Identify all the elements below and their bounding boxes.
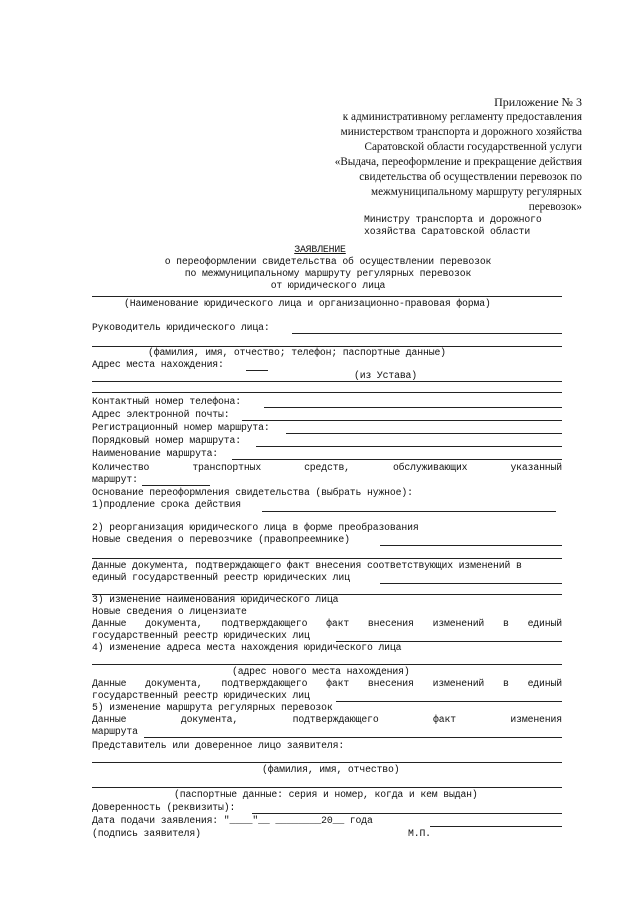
doc-word: факт xyxy=(326,618,350,629)
org-name-field[interactable] xyxy=(92,296,562,297)
doc-word: изменений xyxy=(432,678,485,689)
doc-word: изменений xyxy=(432,618,485,629)
option-4-doc-label-line2: государственный реестр юридических лиц xyxy=(92,690,310,701)
vehicles-word: обслуживающих xyxy=(392,462,468,473)
option-4-caption: (адрес нового места нахождения) xyxy=(232,666,410,677)
appendix-line: межмуниципальному маршруту регулярных xyxy=(371,186,582,198)
statement-title: ЗАЯВЛЕНИЕ xyxy=(294,244,346,255)
option-1-field[interactable] xyxy=(262,511,556,512)
vehicles-word: Количество xyxy=(92,462,150,473)
representative-label: Представитель или доверенное лицо заявителя: xyxy=(92,740,345,751)
option-5-doc-field[interactable] xyxy=(144,737,562,738)
signature-caption: (подпись заявителя) xyxy=(92,828,201,839)
stamp-label: М.П. xyxy=(408,828,431,839)
basis-label: Основание переоформления свидетельства (выбрать нужное): xyxy=(92,487,413,498)
org-name-caption: (Наименование юридического лица и организационно-правовая форма) xyxy=(124,298,491,309)
statement-subtitle: от юридического лица xyxy=(270,280,386,291)
order-number-field[interactable] xyxy=(256,446,562,447)
reg-number-label: Регистрационный номер маршрута: xyxy=(92,422,270,433)
submission-date[interactable]: Дата подачи заявления: "____"__ ________20__ года xyxy=(92,815,373,826)
appendix-line: министерством транспорта и дорожного хозяйства xyxy=(340,126,582,138)
option-2-doc-label: Данные документа, подтверждающего факт внесения соответствующих изменений в xyxy=(92,560,522,571)
address-caption: (из Устава) xyxy=(354,370,418,381)
phone-label: Контактный номер телефона: xyxy=(92,396,241,407)
appendix-line: к административному регламенту предоставления xyxy=(342,111,582,123)
option-4-address-field[interactable] xyxy=(92,664,562,665)
email-label: Адрес электронной почты: xyxy=(92,409,230,420)
addressee-line: хозяйства Саратовской области xyxy=(364,226,531,237)
doc-word: Данные xyxy=(92,714,127,725)
option-2-doc-label-line2: единый государственный реестр юридических лиц xyxy=(92,572,350,583)
vehicles-label-line2: маршрут: xyxy=(92,474,138,485)
addressee-line: Министру транспорта и дорожного xyxy=(364,214,542,225)
option-2-new-label: Новые сведения о перевозчике (правопреемнике) xyxy=(92,534,350,545)
email-field[interactable] xyxy=(242,420,562,421)
representative-field[interactable] xyxy=(92,762,562,763)
doc-word: Данные xyxy=(92,618,127,629)
statement-subtitle: о переоформлении свидетельства об осуществлении перевозок xyxy=(164,256,492,267)
option-5-doc-label-line2: маршрута xyxy=(92,726,138,737)
option-3-new-label: Новые сведения о лицензиате xyxy=(92,606,247,617)
option-4-doc-label xyxy=(92,678,562,689)
representative-caption: (фамилия, имя, отчество) xyxy=(262,764,400,775)
passport-caption: (паспортные данные: серия и номер, когда и кем выдан) xyxy=(174,789,478,800)
address-label: Адрес места нахождения: xyxy=(92,359,224,370)
doc-word: внесения xyxy=(367,618,414,629)
option-5-label: 5) изменение маршрута регулярных перевозок xyxy=(92,702,333,713)
doc-word: Данные xyxy=(92,678,127,689)
proxy-field[interactable] xyxy=(252,813,562,814)
vehicles-word: средств, xyxy=(304,462,350,473)
doc-word: подтверждающего xyxy=(221,618,308,629)
option-2-new-field-line2[interactable] xyxy=(92,558,562,559)
option-3-doc-label-line2: государственный реестр юридических лиц xyxy=(92,630,310,641)
vehicles-label xyxy=(92,462,562,473)
option-1-label: 1)продление срока действия xyxy=(92,499,241,510)
reg-number-field[interactable] xyxy=(286,433,562,434)
doc-word: изменения xyxy=(510,714,562,725)
doc-word: в xyxy=(503,618,509,629)
appendix-line: перевозок» xyxy=(528,201,582,213)
doc-word: документа, xyxy=(145,678,203,689)
statement-subtitle: по межмуниципальному маршруту регулярных перевозок xyxy=(184,268,472,279)
doc-word: единый xyxy=(527,678,562,689)
head-caption: (фамилия, имя, отчество; телефон; паспортные данные) xyxy=(148,347,446,358)
address-field-line2[interactable] xyxy=(92,381,562,382)
phone-field[interactable] xyxy=(264,407,562,408)
doc-word: документа, xyxy=(180,714,239,725)
vehicles-field[interactable] xyxy=(142,485,210,486)
addressee xyxy=(364,214,542,238)
option-4-doc-field[interactable] xyxy=(336,701,562,702)
appendix-line: «Выдача, переоформление и прекращение действия xyxy=(334,156,582,168)
appendix-line: свидетельства об осуществлении перевозок по xyxy=(359,171,582,183)
option-5-doc-label xyxy=(92,714,562,725)
vehicles-word: указанный xyxy=(510,462,562,473)
doc-word: факт xyxy=(326,678,350,689)
option-2-label: 2) реорганизация юридического лица в форме преобразования xyxy=(92,522,419,533)
doc-word: единый xyxy=(527,618,562,629)
route-name-label: Наименование маршрута: xyxy=(92,448,219,459)
head-label: Руководитель юридического лица: xyxy=(92,322,270,333)
vehicles-word: транспортных xyxy=(192,462,262,473)
route-name-field[interactable] xyxy=(232,459,562,460)
appendix-line: Саратовской области государственной услуги xyxy=(364,141,582,153)
appendix-title: Приложение № 3 xyxy=(494,95,582,109)
option-3-label: 3) изменение наименования юридического лица xyxy=(92,594,339,605)
option-2-new-field[interactable] xyxy=(380,545,562,546)
option-3-doc-label xyxy=(92,618,562,629)
doc-word: подтверждающего xyxy=(292,714,379,725)
doc-word: подтверждающего xyxy=(221,678,308,689)
signature-field[interactable] xyxy=(430,826,562,827)
option-4-label: 4) изменение адреса места нахождения юридического лица xyxy=(92,642,402,653)
passport-field[interactable] xyxy=(92,787,562,788)
proxy-label: Доверенность (реквизиты): xyxy=(92,802,236,813)
head-field[interactable] xyxy=(292,333,562,334)
doc-word: документа, xyxy=(145,618,203,629)
address-field-line3[interactable] xyxy=(92,392,562,393)
order-number-label: Порядковый номер маршрута: xyxy=(92,435,241,446)
doc-word: факт xyxy=(433,714,456,725)
doc-word: в xyxy=(503,678,509,689)
option-2-doc-field[interactable] xyxy=(380,583,562,584)
doc-word: внесения xyxy=(367,678,414,689)
address-field[interactable] xyxy=(246,370,268,371)
